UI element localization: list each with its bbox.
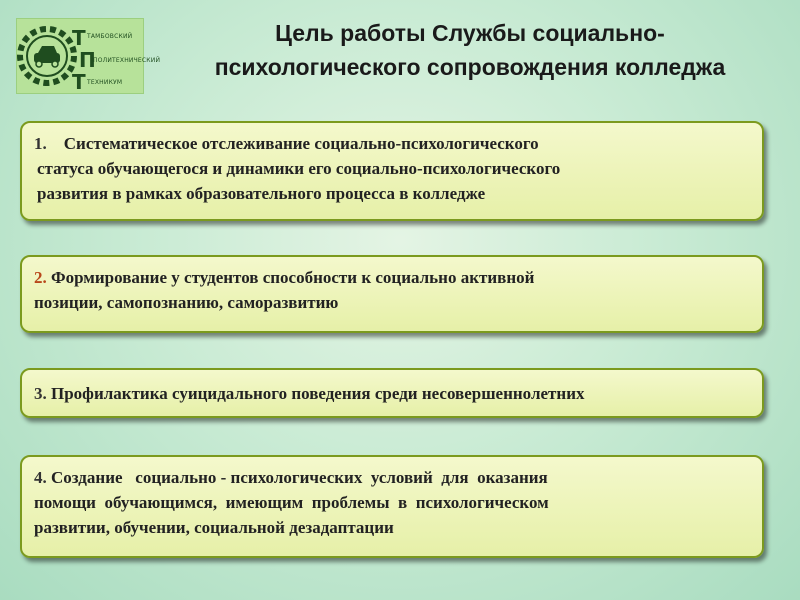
goal-text: Создание социально - психологических условий для оказания [51,468,548,487]
goal-card-1 [20,121,764,221]
title-line: психологического сопровождения колледжа [214,54,726,80]
logo-word: ПОЛИТЕХНИЧЕСКИЙ [93,57,161,64]
logo-word: ТАМБОВСКИЙ [87,33,133,40]
goal-card-2 [20,255,764,333]
goal-text: Формирование у студентов способности к социально активной [51,268,535,287]
goal-line [34,381,750,406]
goal-number: 3. [34,384,47,403]
goal-line: развития в рамках образовательного процесса в колледже [37,184,486,203]
goal-line: развитии, обучении, социальной дезадаптации [34,518,394,537]
goal-number: 2. [34,268,47,287]
goal-line [34,265,750,290]
logo-letter: Т [72,70,86,93]
logo-letter: П [79,48,96,72]
goal-card-4 [20,455,764,558]
goal-line [34,465,750,490]
goal-number: 4. [34,468,47,487]
goal-number: 1. [34,134,47,153]
goal-line: позиции, самопознанию, саморазвитию [34,293,339,312]
slide-title [150,16,790,84]
goal-line: статуса обучающегося и динамики его социально-психологического [37,159,561,178]
goal-line: помощи обучающимся, имеющим проблемы в психологическом [34,493,549,512]
logo-letter: Т [72,26,86,50]
goal-card-3 [20,368,764,418]
logo-word: ТЕХНИКУМ [87,79,123,86]
title-line: Цель работы Службы социально- [275,20,665,46]
goal-text: Систематическое отслеживание социально-психологического [63,134,539,153]
college-logo [16,18,161,94]
goal-text: Профилактика суицидального поведения среди несовершеннолетних [51,384,585,403]
gear-icon [17,19,143,93]
goal-line [34,131,750,156]
